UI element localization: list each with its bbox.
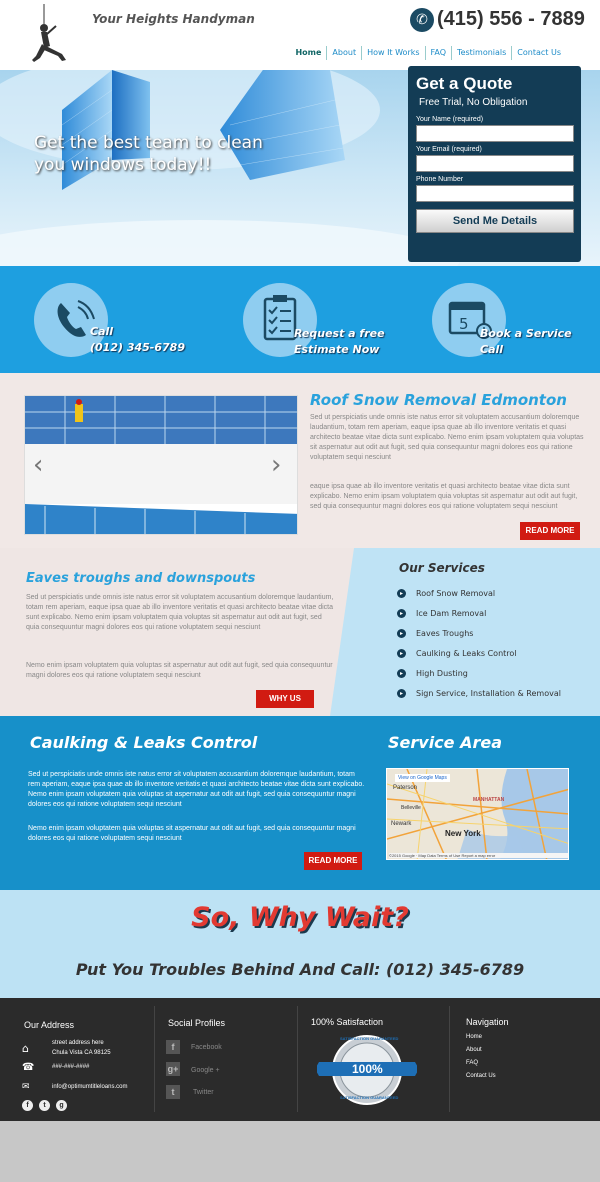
phone-icon: ✆ xyxy=(410,8,434,32)
nav-about[interactable]: About xyxy=(326,46,361,60)
map-place-label: MANHATTAN xyxy=(473,797,505,803)
footer-street: street address here xyxy=(52,1040,104,1046)
service-item[interactable] xyxy=(397,669,468,678)
footer-divider xyxy=(449,1006,450,1112)
facebook-icon[interactable]: f xyxy=(22,1100,33,1111)
nav-faq[interactable]: FAQ xyxy=(425,46,452,60)
image-slider[interactable] xyxy=(24,395,298,535)
service-label: Sign Service, Installation & Removal xyxy=(416,689,561,698)
service-label: Eaves Troughs xyxy=(416,629,474,638)
main-nav xyxy=(290,46,566,60)
footer-city: Chula Vista CA 98125 xyxy=(52,1050,111,1056)
badge-top-text: SATISFACTION GUARANTEED xyxy=(340,1036,399,1041)
footer-nav-about[interactable]: About xyxy=(466,1047,482,1053)
slider-building-image xyxy=(25,396,298,535)
service-item[interactable] xyxy=(397,689,561,698)
map-place-label: Paterson xyxy=(393,785,418,791)
call-feature-line2: (012) 345-6789 xyxy=(90,341,185,354)
quote-form xyxy=(408,66,581,262)
footer-nav-faq[interactable]: FAQ xyxy=(466,1060,479,1066)
twitter-link[interactable]: Twitter xyxy=(193,1089,214,1096)
footer-phone[interactable]: ###-###-#### xyxy=(52,1064,90,1070)
snow-removal-section xyxy=(0,373,600,548)
arrow-icon: ▸ xyxy=(397,649,406,658)
phone-field[interactable] xyxy=(416,185,574,202)
book-feature-text[interactable] xyxy=(480,326,572,358)
service-label: Roof Snow Removal xyxy=(416,589,496,598)
twitter-icon[interactable]: t xyxy=(166,1085,180,1099)
arrow-icon: ▸ xyxy=(397,629,406,638)
arrow-icon: ▸ xyxy=(397,669,406,678)
footer-email[interactable]: info@optimumtitleloans.com xyxy=(52,1084,128,1090)
arrow-icon: ▸ xyxy=(397,689,406,698)
caulking-paragraph-1: Sed ut perspiciatis unde omnis iste natus error sit voluptatem accusantium doloremque laudantium, totam rem aperiam, eaque ipsa quae ab illo inventore veritatis et quasi architecto beatae vitae dicta sunt explicabo. Nemo enim ipsam voluptatem quia voluptas sit aspernatur aut odit aut fugit, sed quia consequuntur magni dolores eos qui ratione voluptatem sequi nesciunt xyxy=(28,771,365,808)
slider-prev-icon[interactable]: ‹ xyxy=(33,450,44,480)
footer-nav-contact[interactable]: Contact Us xyxy=(466,1073,496,1079)
snow-paragraph-1: Sed ut perspiciatis unde omnis iste natus error sit voluptatem accusantium doloremque laudantium, totam rem aperiam, eaque ipsa quae ab illo inventore veritatis et quasi architecto beatae vitae dicta sunt explicabo. Nemo enim ipsam voluptatem quia voluptas sit aspernatur aut odit aut fugit, sed quia consequuntur magni dolores eos qui ratione voluptatem sequi nesciunt xyxy=(310,414,584,461)
home-icon: ⌂ xyxy=(22,1042,29,1055)
eaves-title: Eaves troughs and downspouts xyxy=(26,571,256,586)
snow-paragraph-2: eaque ipsa quae ab illo inventore veritatis et quasi architecto beatae vitae dicta sunt explicabo. Nemo enim ipsam voluptatem quia voluptas sit aspernatur aut odit aut fugit, sed quia consequuntur magni dolores eos qui ratione voluptatem sequi nesciunt xyxy=(310,483,578,510)
call-feature-text[interactable] xyxy=(90,324,185,356)
estimate-feature-text[interactable] xyxy=(294,326,385,358)
email-field[interactable] xyxy=(416,155,574,172)
why-wait-title: So, Why Wait? xyxy=(191,902,409,933)
slider-next-icon[interactable]: › xyxy=(271,450,282,480)
map-place-label: Belleville xyxy=(401,805,421,811)
service-area-map[interactable] xyxy=(386,768,569,860)
why-wait-section xyxy=(0,890,600,998)
badge-value: 100% xyxy=(352,1062,383,1076)
book-feature-line2: Call xyxy=(480,343,504,356)
footer-divider xyxy=(297,1006,298,1112)
sub-footer xyxy=(0,1121,600,1182)
svg-text:5: 5 xyxy=(459,315,469,333)
caulking-read-more-button[interactable]: READ MORE xyxy=(304,852,362,870)
eaves-paragraph-2: Nemo enim ipsam voluptatem quia voluptas sit aspernatur aut odit aut fugit, sed quia consequuntur magni dolores eos qui ratione voluptatem sequi nesciunt xyxy=(26,662,333,679)
caulking-title: Caulking & Leaks Control xyxy=(30,733,258,752)
google-plus-icon[interactable]: g xyxy=(56,1100,67,1111)
service-item[interactable] xyxy=(397,629,473,638)
features-band xyxy=(0,266,600,373)
service-label: Ice Dam Removal xyxy=(416,609,487,618)
site-footer xyxy=(0,998,600,1121)
nav-contact[interactable]: Contact Us xyxy=(511,46,566,60)
why-wait-call[interactable]: Put You Troubles Behind And Call: (012) 345-6789 xyxy=(75,960,525,979)
snow-title: Roof Snow Removal Edmonton xyxy=(310,391,567,409)
address-title: Our Address xyxy=(24,1020,75,1030)
telephone-icon: ☎ xyxy=(22,1062,35,1073)
why-us-button[interactable]: WHY US xyxy=(256,690,314,708)
eaves-paragraph-1: Sed ut perspiciatis unde omnis iste natus error sit voluptatem accusantium doloremque laudantium, totam rem aperiam, eaque ipsa quae ab illo inventore veritatis et quasi architecto beatae vitae dicta sunt explicabo. Nemo enim ipsam voluptatem quia voluptas sit aspernatur aut odit aut fugit, sed quia consequuntur magni dolores eos qui ratione voluptatem sequi nesciunt xyxy=(26,594,334,631)
site-header xyxy=(0,0,600,70)
name-field[interactable] xyxy=(416,125,574,142)
quote-title: Get a Quote xyxy=(416,74,513,93)
arrow-icon: ▸ xyxy=(397,589,406,598)
service-item[interactable] xyxy=(397,609,486,618)
header-phone[interactable]: (415) 556 - 7889 xyxy=(437,8,585,30)
google-plus-link[interactable]: Google + xyxy=(191,1067,220,1074)
name-label: Your Name (required) xyxy=(416,116,484,123)
email-label: Your Email (required) xyxy=(416,146,482,153)
caulking-paragraph-2: Nemo enim ipsam voluptatem quia voluptas sit aspernatur aut odit aut fugit, sed quia consequuntur magni dolores eos qui ratione voluptatem sequi nesciunt xyxy=(28,825,356,842)
map-footer: ©2015 Google · Map Data Terms of Use Report a map error xyxy=(389,853,568,858)
estimate-feature-line2: Estimate Now xyxy=(294,343,380,356)
brand-name: Your Heights Handyman xyxy=(92,12,255,26)
snow-read-more-button[interactable]: READ MORE xyxy=(520,522,580,540)
book-feature-line1: Book a Service xyxy=(480,327,572,340)
footer-nav-home[interactable]: Home xyxy=(466,1034,483,1040)
map-place-label: Newark xyxy=(391,821,412,827)
map-city-label: New York xyxy=(445,829,481,838)
window-cleaner-logo-icon[interactable] xyxy=(22,4,72,66)
arrow-icon: ▸ xyxy=(397,609,406,618)
service-area-title: Service Area xyxy=(388,733,503,752)
quote-subtitle: Free Trial, No Obligation xyxy=(419,97,528,108)
facebook-icon[interactable]: f xyxy=(166,1040,180,1054)
service-label: Caulking & Leaks Control xyxy=(416,649,517,658)
hero-tagline: Get the best team to clean you windows today!! xyxy=(34,133,263,175)
send-details-button[interactable]: Send Me Details xyxy=(416,209,574,233)
nav-how-it-works[interactable]: How It Works xyxy=(361,46,424,60)
phone-label: Phone Number xyxy=(416,176,464,183)
footer-nav-title: Navigation xyxy=(466,1017,509,1027)
map-image xyxy=(387,769,569,860)
social-title: Social Profiles xyxy=(168,1018,226,1028)
service-label: High Dusting xyxy=(416,669,468,678)
twitter-icon[interactable]: t xyxy=(39,1100,50,1111)
call-feature-line1: Call xyxy=(90,325,114,338)
facebook-link[interactable]: Facebook xyxy=(191,1044,222,1051)
envelope-icon: ✉ xyxy=(22,1082,30,1092)
google-plus-icon[interactable]: g+ xyxy=(167,1064,179,1074)
service-item[interactable] xyxy=(397,649,517,658)
nav-testimonials[interactable]: Testimonials xyxy=(451,46,511,60)
footer-divider xyxy=(154,1006,155,1112)
services-title: Our Services xyxy=(399,561,485,575)
service-item[interactable] xyxy=(397,589,495,598)
satisfaction-title: 100% Satisfaction xyxy=(311,1017,384,1027)
nav-home[interactable]: Home xyxy=(295,48,322,57)
estimate-feature-line1: Request a free xyxy=(294,327,385,340)
view-on-google-maps-link[interactable]: View on Google Maps xyxy=(395,774,450,782)
badge-bottom-text: SATISFACTION GUARANTEED xyxy=(340,1095,399,1100)
